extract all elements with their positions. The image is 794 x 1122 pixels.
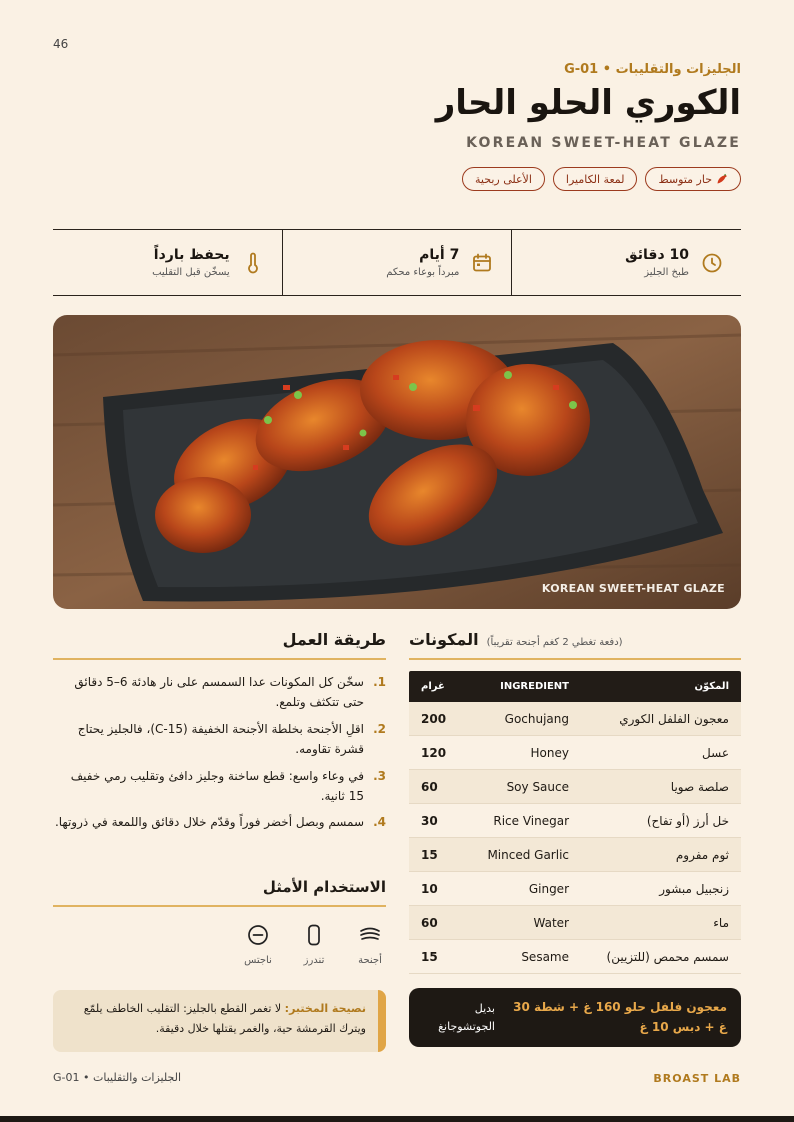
tag-profit [462,167,545,191]
stat-cook-time [511,230,741,295]
stat-shelf-life [282,230,512,295]
usage-title: الاستخدام الأمثل [53,878,386,907]
footer-brand: BROAST LAB [653,1072,741,1085]
step-number: 3. [373,768,386,783]
grams-cell: 10 [421,881,438,896]
usage-list [240,923,388,966]
nuggets-icon [246,923,270,947]
dish-photo [53,315,741,609]
ar-cell: صلصة صويا [670,779,729,794]
step-number: 4. [373,815,386,830]
grams-cell: 30 [421,813,438,828]
method-steps [53,672,386,839]
stat-storage [53,230,282,295]
table-row [409,940,741,974]
table-row [409,838,741,872]
thermometer-icon [242,252,264,274]
stat-label: طبخ الجليز [644,267,689,278]
tag-label: حار متوسط [658,172,712,186]
col-grams: غرام [421,681,445,692]
wings-icon [358,923,382,947]
stat-value: 7 أيام [419,247,460,263]
step-text: سمسم وبصل أخضر فوراً وقدّم خلال دقائق واللمعة في ذروتها. [54,815,364,830]
page-number: 46 [53,37,69,51]
ar-cell: عسل [702,745,729,760]
calendar-icon [471,252,493,274]
clock-icon [701,252,723,274]
usage-nuggets [240,923,276,966]
page-title: الكوري الحلو الحار [435,83,741,123]
table-row [409,770,741,804]
table-row [409,736,741,770]
lab-tip [53,990,386,1052]
step-number: 2. [373,721,386,736]
ar-cell: معجون الفلفل الكوري [619,711,729,726]
en-cell: Minced Garlic [487,847,569,862]
usage-label: أجنحة [358,955,382,966]
substitute-label: بديل الجوتشوجانغ [438,1001,495,1033]
bottom-bar [0,1116,794,1122]
tag-list [462,167,741,191]
usage-tenders [296,923,332,966]
en-cell: Water [533,915,569,930]
step-text: سخّن كل المكونات عدا السمسم على نار هادئة 6–5 دقائق حتى تتكثف وتلمع. [74,675,364,710]
en-cell: Soy Sauce [506,779,569,794]
ar-cell: زنجبيل مبشور [659,881,729,896]
tag-label: لمعة الكاميرا [565,172,625,186]
ingredients-note: (دفعة تغطي 2 كغم أجنحة تقريباً) [486,637,623,648]
stat-label: يسخّن قبل التقليب [152,267,230,278]
en-cell: Gochujang [504,711,569,726]
table-body [409,702,741,974]
photo-caption: KOREAN SWEET-HEAT GLAZE [541,582,725,595]
tag-label: الأعلى ربحية [475,172,532,186]
dish-illustration [53,315,741,609]
tip-text: لا تغمر القطع بالجليز: التقليب الخاطف يلمّع ويترك القرمشة حية، والغمر يقتلها خلال دقيقة. [83,1002,366,1035]
en-cell: Rice Vinegar [493,813,569,828]
footer-section: الجليزات والتقليبات • G-01 [53,1071,182,1084]
grams-cell: 15 [421,847,438,862]
step-text: اقلِ الأجنحة بخلطة الأجنحة الخفيفة (C-15)، فالجليز يحتاج قشرة تقاومه. [77,721,364,757]
method-step [53,719,386,760]
usage-label: ناجتس [244,955,272,966]
table-row [409,906,741,940]
col-ingredient-en: INGREDIENT [500,681,569,692]
chili-icon [716,173,728,185]
usage-wings [352,923,388,966]
ingredients-heading [409,630,741,660]
method-step [53,766,386,807]
stat-value: يحفظ بارداً [153,247,230,263]
col-ingredient-ar: المكوّن [694,681,729,692]
page-subtitle: KOREAN SWEET-HEAT GLAZE [466,135,741,151]
grams-cell: 15 [421,949,438,964]
ar-cell: ثوم مفروم [675,847,729,862]
grams-cell: 120 [421,745,447,760]
method-title: طريقة العمل [53,630,386,660]
en-cell: Ginger [528,881,569,896]
tip-key: نصيحة المختبر: [284,1002,366,1015]
ar-cell: سمسم محمص (للتزيين) [606,949,729,964]
stat-value: 10 دقائق [625,247,689,263]
en-cell: Sesame [521,949,569,964]
step-text: في وعاء واسع: قطع ساخنة وجليز دافئ وتقليب رمي خفيف 15 ثانية. [70,768,364,803]
table-row [409,804,741,838]
table-row [409,872,741,906]
usage-label: تندرز [303,955,325,966]
ar-cell: خل أرز (أو تفاح) [646,813,729,828]
ar-cell: ماء [713,915,729,930]
stat-label: مبرداً بوعاء محكم [386,267,460,278]
tenders-icon [302,923,326,947]
grams-cell: 60 [421,915,438,930]
ingredients-table [409,671,741,974]
tag-shine [553,167,638,191]
substitute-value: معجون فلفل حلو 160 غ + شطة 30 غ + دبس 10 غ [513,1000,727,1034]
table-row [409,702,741,736]
grams-cell: 60 [421,779,438,794]
step-number: 1. [373,675,386,689]
method-step [53,672,386,713]
substitute-box [409,988,741,1047]
en-cell: Honey [530,745,569,760]
method-step [53,812,386,832]
tag-heat [645,167,741,191]
grams-cell: 200 [421,711,447,726]
table-header [409,671,741,702]
section-kicker: الجليزات والتقليبات • G-01 [564,62,741,77]
stats-bar [53,229,741,296]
ingredients-title: المكونات [409,630,479,649]
